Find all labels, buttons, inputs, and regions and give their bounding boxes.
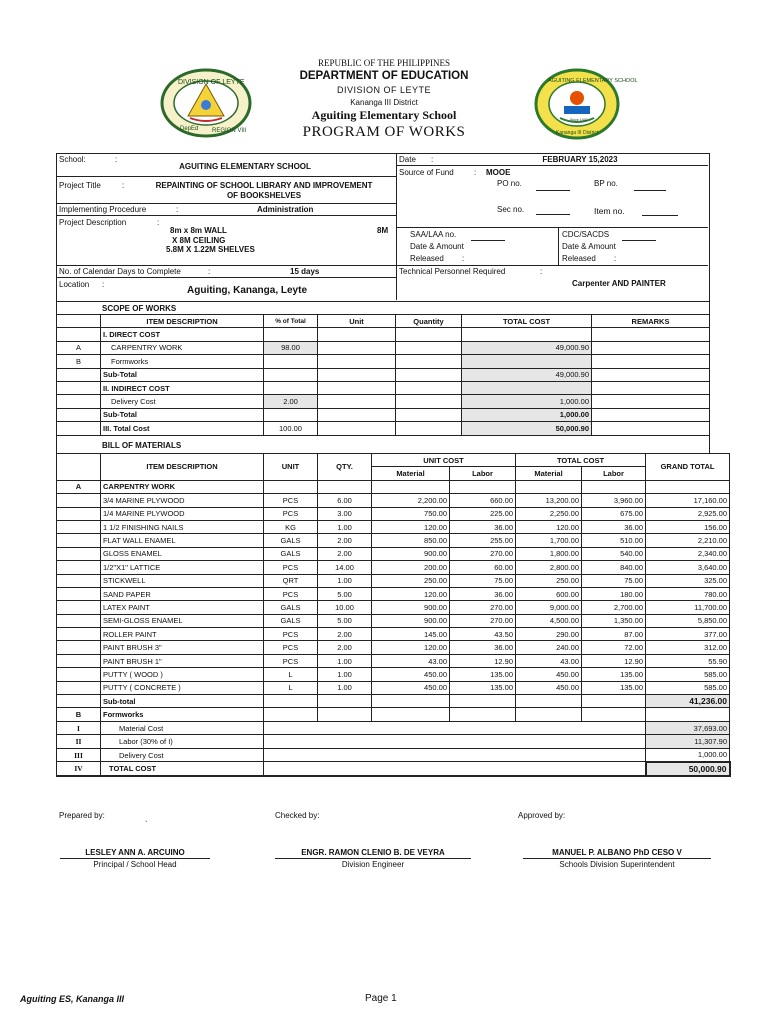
scope-total-label: III. Total Cost xyxy=(101,422,264,435)
svg-text:Kananga III District: Kananga III District xyxy=(556,130,599,136)
location-label: Location xyxy=(59,280,90,289)
prepared-title: Principal / School Head xyxy=(93,860,177,869)
school-heading: Aguiting Elementary School xyxy=(311,108,457,122)
scope-subtotal-label-2: Sub-Total xyxy=(101,408,264,421)
desc-line-1: 8m x 8m WALL xyxy=(170,226,227,235)
division-heading: DIVISION OF LEYTE xyxy=(336,85,432,95)
table-row: 3/4 MARINE PLYWOOD PCS 6.00 2,200.00 660.00 13,200.00 3,960.00 17,160.00 xyxy=(57,494,730,507)
school-colon: : xyxy=(115,155,118,164)
scope-indirect-cost: II. INDIRECT COST xyxy=(101,381,264,394)
tech-value: Carpenter AND PAINTER xyxy=(572,279,666,288)
approved-name: MANUEL P. ALBANO PhD CESO V xyxy=(552,848,682,857)
page-title: PROGRAM OF WORKS xyxy=(302,124,466,140)
table-row: SAND PAPER PCS 5.00 120.00 36.00 600.00 180.00 780.00 xyxy=(57,587,730,600)
desc-label: Project Description xyxy=(59,218,127,227)
bom-h-unit-cost: UNIT COST xyxy=(372,454,516,467)
date-value: FEBRUARY 15,2023 xyxy=(542,155,618,164)
table-row: PAINT BRUSH 3" PCS 2.00 120.00 36.00 240.00 72.00 312.00 xyxy=(57,641,730,654)
district-heading: Kananga III District xyxy=(350,98,418,107)
scope-subtotal-1: 49,000.90 xyxy=(462,368,592,381)
project-title-colon: : xyxy=(122,181,125,190)
table-row: PUTTY ( CONCRETE ) L 1.00 450.00 135.00 450.00 135.00 585.00 xyxy=(57,681,730,694)
approved-title: Schools Division Superintendent xyxy=(559,860,675,869)
scope-h-qty: Quantity xyxy=(396,315,462,328)
school-seal-logo xyxy=(534,68,638,140)
tech-label: Technical Personnel Required xyxy=(399,267,506,276)
approved-label: Approved by: xyxy=(518,811,566,820)
tech-colon: : xyxy=(540,267,543,276)
prepared-name: LESLEY ANN A. ARCUINO xyxy=(85,848,185,857)
project-title-value: REPAINTING OF SCHOOL LIBRARY AND IMPROVEMENT xyxy=(155,181,373,190)
bom-title: BILL OF MATERIALS xyxy=(102,441,182,450)
scope-table xyxy=(56,314,710,436)
days-label: No. of Calendar Days to Complete xyxy=(59,267,181,276)
table-row: LATEX PAINT GALS 10.00 900.00 270.00 9,000.00 2,700.00 11,700.00 xyxy=(57,601,730,614)
bom-total-label: TOTAL COST xyxy=(101,762,264,776)
table-row: ROLLER PAINT PCS 2.00 145.00 43.50 290.00 87.00 377.00 xyxy=(57,628,730,641)
date-colon: : xyxy=(431,155,434,164)
bom-h-total-cost: TOTAL COST xyxy=(516,454,646,467)
bom-h-qty: QTY. xyxy=(318,454,372,481)
table-row: PUTTY ( WOOD ) L 1.00 450.00 135.00 450.00 135.00 585.00 xyxy=(57,668,730,681)
scope-h-remarks: REMARKS xyxy=(592,315,710,328)
page-number: Page 1 xyxy=(365,993,397,1004)
impl-colon: : xyxy=(176,205,179,214)
table-row: II Labor (30% of I) 11,307.90 xyxy=(57,735,730,748)
saa-released-colon: : xyxy=(462,254,465,263)
table-row: A CARPENTRY WORK 98.00 49,000.90 xyxy=(57,341,710,354)
days-value: 15 days xyxy=(290,267,320,276)
scope-h-item: ITEM DESCRIPTION xyxy=(101,315,264,328)
scope-h-total: TOTAL COST xyxy=(462,315,592,328)
sec-label: Sec no. xyxy=(497,205,525,214)
desc-colon: : xyxy=(157,218,160,227)
table-row: PAINT BRUSH 1" PCS 1.00 43.00 12.90 43.00 12.90 55.90 xyxy=(57,654,730,667)
table-row: 1/2"X1" LATTICE PCS 14.00 200.00 60.00 2,800.00 840.00 3,640.00 xyxy=(57,561,730,574)
bom-h-material-2: Material xyxy=(516,467,582,480)
fund-value: MOOE xyxy=(486,168,511,177)
fund-colon: : xyxy=(474,168,477,177)
school-value: AGUITING ELEMENTARY SCHOOL xyxy=(179,162,311,171)
cdc-label: CDC/SACDS xyxy=(562,230,610,239)
fund-label: Source of Fund xyxy=(399,168,454,177)
project-title-value-2: OF BOOKSHELVES xyxy=(226,191,302,200)
scope-total-value: 50,000.90 xyxy=(462,422,592,435)
desc-line-2: X 8M CEILING xyxy=(172,236,226,245)
table-row: SEMI-GLOSS ENAMEL GALS 5.00 900.00 270.00 4,500.00 1,350.00 5,850.00 xyxy=(57,614,730,627)
bom-h-unit: UNIT xyxy=(264,454,318,481)
scope-delivery-total: 1,000.00 xyxy=(462,395,592,408)
department-heading: DEPARTMENT OF EDUCATION xyxy=(299,70,469,82)
prepared-label: Prepared by: xyxy=(59,811,105,820)
scope-title: SCOPE OF WORKS xyxy=(102,304,177,313)
saa-label: SAA/LAA no. xyxy=(410,230,457,239)
svg-text:DIVISION OF LEYTE: DIVISION OF LEYTE xyxy=(178,79,245,86)
saa-date-amount: Date & Amount xyxy=(410,242,464,251)
cdc-date-amount: Date & Amount xyxy=(562,242,616,251)
bom-h-material: Material xyxy=(372,467,450,480)
scope-direct-cost: I. DIRECT COST xyxy=(101,328,264,341)
table-row: III Delivery Cost 1,000.00 xyxy=(57,748,730,762)
footer-left: Aguiting ES, Kananga III xyxy=(20,994,125,1004)
svg-text:DepEd: DepEd xyxy=(180,126,199,132)
table-row: FLAT WALL ENAMEL GALS 2.00 850.00 255.00 1,700.00 510.00 2,210.00 xyxy=(57,534,730,547)
school-label: School: xyxy=(59,155,86,164)
table-row: I Material Cost 37,693.00 xyxy=(57,721,730,734)
days-colon: : xyxy=(208,267,211,276)
item-label: Item no. xyxy=(594,206,625,216)
scope-h-pct: % of Total xyxy=(264,315,318,328)
cdc-released-colon: : xyxy=(614,254,617,263)
republic-heading: REPUBLIC OF THE PHILIPPINES xyxy=(317,58,451,68)
bom-subtotal-value: 41,236.00 xyxy=(646,695,730,708)
checked-name: ENGR. RAMON CLENIO B. DE VEYRA xyxy=(301,848,445,857)
bom-h-labor-2: Labor xyxy=(582,467,646,480)
checked-title: Division Engineer xyxy=(341,860,405,869)
date-label: Date xyxy=(399,155,416,164)
impl-label: Implementing Procedure xyxy=(59,205,147,214)
scope-h-unit: Unit xyxy=(318,315,396,328)
location-colon: : xyxy=(102,280,105,289)
po-label: PO no. xyxy=(497,179,522,188)
bp-label: BP no. xyxy=(594,179,618,188)
division-seal-logo xyxy=(160,68,252,138)
table-row: 1 1/2 FINISHING NAILS KG 1.00 120.00 36.00 120.00 36.00 156.00 xyxy=(57,520,730,533)
table-row: 1/4 MARINE PLYWOOD PCS 3.00 750.00 225.00 2,250.00 675.00 2,925.00 xyxy=(57,507,730,520)
bom-total-value: 50,000.90 xyxy=(646,762,730,776)
table-row: GLOSS ENAMEL GALS 2.00 900.00 270.00 1,800.00 540.00 2,340.00 xyxy=(57,547,730,560)
scope-delivery-pct: 2.00 xyxy=(264,395,318,408)
checked-label: Checked by: xyxy=(275,811,320,820)
bom-h-item: ITEM DESCRIPTION xyxy=(101,454,264,481)
bom-table: ITEM DESCRIPTION UNIT QTY. UNIT COST TOTAL COST GRAND TOTAL Material Labor Material Labor A CARPENTRY WORK 3/4 MARINE PLYWOOD PCS 6.00 2,200.00 660.00 13,200.00 3,960.00 17,160.00 1/4 MARINE PLYWOOD PCS 3.00 750.00 225.00 2,250.00 675.00 2,925.00 1 1/2 FINISHING NAILS KG 1.00 120.00 36.00 120.00 36.00 156.00 FLAT WALL ENAMEL GALS 2.00 850.00 255.00 1,700.00 510.00 2,210.00 GLOSS ENAMEL GALS 2.00 900.00 270.00 1,800.00 540.00 2,340.00 1/2"X1" LATTICE PCS 14.00 200.00 60.00 2,800.00 840.00 3,640.00 STICKWELL QRT 1.00 250.00 75.00 250.00 75.00 325.00 SAND PAPER PCS 5.00 120.00 36.00 600.00 180.00 780.00 LATEX PAINT GALS 10.00 900.00 270.00 9,000.00 2,700.00 11,700.00 SEMI-GLOSS ENAMEL GALS 5.00 900.00 270.00 4,500.00 1,350.00 5,850.00 ROLLER PAINT PCS 2.00 145.00 43.50 290.00 87.00 377.00 PAINT BRUSH 3" PCS 2.00 120.00 36.00 240.00 72.00 312.00 PAINT BRUSH 1" PCS 1.00 43.00 12.90 43.00 12.90 55.90 PUTTY ( WOOD ) L 1.00 450.00 135.00 450.00 135.00 585.00 PUTTY ( CONCRETE ) L 1.00 450.00 135.00 450.00 135.00 585.00 Sub-total 41,236.00 B Formworks I Material Cost 37,693.00 II Labor (30% of I) 11,307.90 III Delivery Cost 1,000.00 IV TOTAL COST 50,000.90 xyxy=(56,453,731,777)
saa-released: Released xyxy=(410,254,444,263)
table-row: B Formworks xyxy=(57,355,710,368)
scope-delivery-label: Delivery Cost xyxy=(101,395,264,408)
impl-value: Administration xyxy=(257,205,314,214)
bom-h-labor: Labor xyxy=(450,467,516,480)
scope-subtotal-2: 1,000.00 xyxy=(462,408,592,421)
prepared-tick: ` xyxy=(145,820,148,829)
svg-text:AGUITING ELEMENTARY SCHOOL: AGUITING ELEMENTARY SCHOOL xyxy=(548,78,638,84)
bom-subtotal-label: Sub-total xyxy=(101,695,264,708)
location-value: Aguiting, Kananga, Leyte xyxy=(187,285,308,296)
desc-line-3: 5.8M X 1.22M SHELVES xyxy=(166,245,255,254)
bom-section-a: A CARPENTRY WORK xyxy=(57,480,730,493)
cdc-released: Released xyxy=(562,254,596,263)
bom-formworks-label: Formworks xyxy=(101,708,264,721)
svg-text:REGION VIII: REGION VIII xyxy=(212,128,247,134)
bom-h-grand: GRAND TOTAL xyxy=(646,454,730,481)
desc-right: 8M xyxy=(377,226,389,235)
project-title-label: Project Title xyxy=(59,181,101,190)
scope-subtotal-label: Sub-Total xyxy=(101,368,264,381)
table-row: STICKWELL QRT 1.00 250.00 75.00 250.00 75.00 325.00 xyxy=(57,574,730,587)
scope-total-pct: 100.00 xyxy=(264,422,318,435)
svg-text:Since 1930: Since 1930 xyxy=(570,118,588,122)
